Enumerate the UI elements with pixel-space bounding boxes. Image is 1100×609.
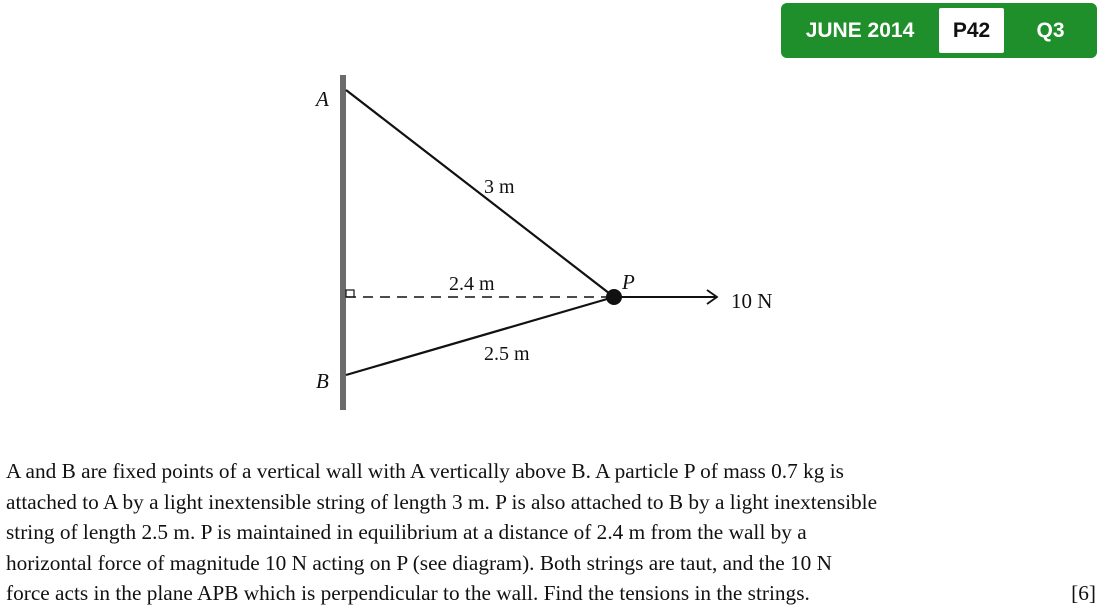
right-angle-marker (346, 290, 354, 297)
point-a-label: A (316, 87, 329, 111)
particle-p (606, 289, 622, 305)
string-ap (346, 90, 614, 297)
question-line: attached to A by a light inextensible string of length 3 m. P is also attached to B by a light inextensible (6, 489, 878, 514)
force-magnitude-label: 10 N (731, 289, 773, 313)
question-line: A and B are fixed points of a vertical wall with A vertically above B. A particle P of mass 0.7 kg is (6, 459, 844, 483)
question-text (6, 456, 1096, 609)
horizontal-distance-label: 2.4 m (449, 273, 495, 295)
vertical-wall (340, 75, 346, 410)
marks-label: [6] (1071, 581, 1096, 605)
string-bp-length-label: 2.5 m (484, 343, 530, 365)
question-number-label: Q3 (1036, 19, 1065, 42)
question-line: horizontal force of magnitude 10 N acting on P (see diagram). Both strings are taut, and the 10 N (6, 550, 833, 575)
question-final-line (6, 578, 1096, 609)
point-b-label: B (316, 369, 329, 393)
point-p-label: P (622, 270, 635, 294)
string-bp (346, 297, 614, 375)
paper-label: P42 (939, 8, 1004, 53)
session-label: JUNE 2014 (805, 19, 915, 42)
question-line: string of length 2.5 m. P is maintained in equilibrium at a distance of 2.4 m from the wall by a (6, 520, 807, 544)
string-ap-length-label: 3 m (484, 176, 515, 198)
question-line: force acts in the plane APB which is perpendicular to the wall. Find the tensions in the strings. (6, 581, 810, 605)
